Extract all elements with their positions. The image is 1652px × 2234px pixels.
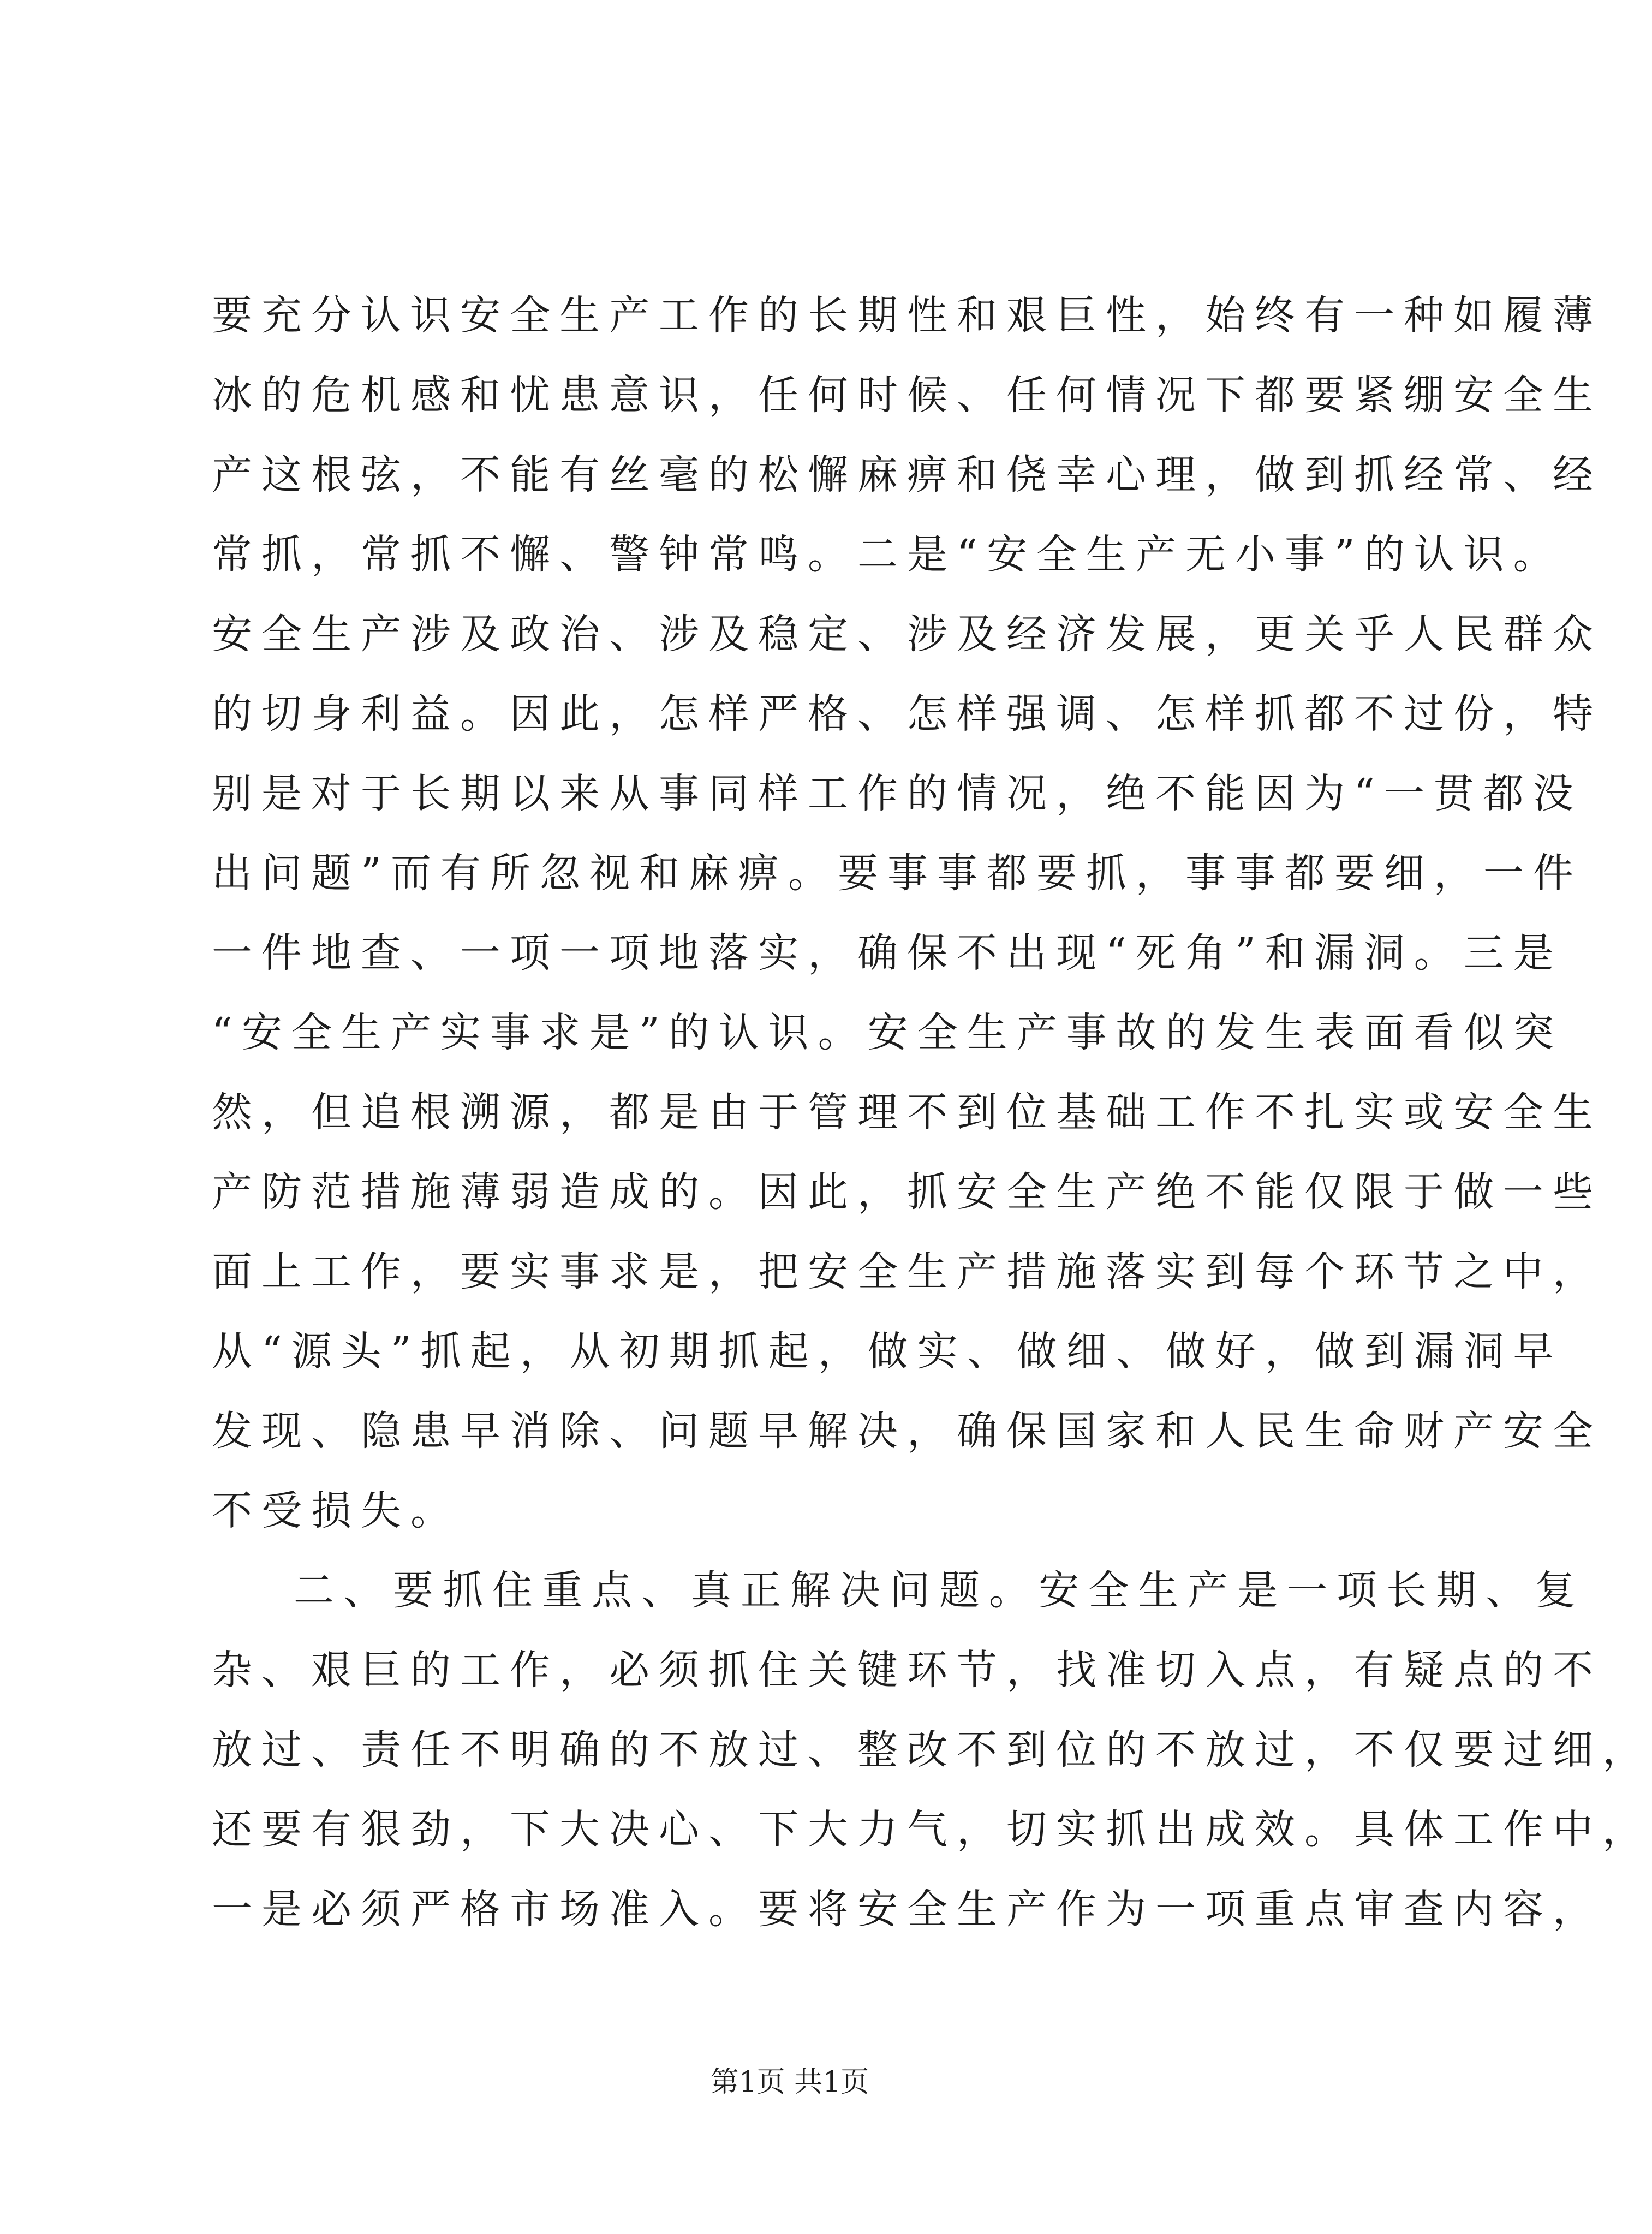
body-line-15: 发现、隐患早消除、问题早解决，确保国家和人民生命财产安全 [212,1408,1602,1455]
body-line-10: “安全生产实事求是”的认识。安全生产事故的发生表面看似突 [212,1009,1563,1056]
body-line-8: 出问题”而有所忽视和麻痹。要事事都要抓，事事都要细，一件 [212,850,1583,897]
paragraph-2-line-1: 二、要抓住重点、真正解决问题。安全生产是一项长期、复 [294,1567,1585,1614]
body-line-5: 安全生产涉及政治、涉及稳定、涉及经济发展，更关乎人民群众 [212,611,1602,658]
body-line-13: 面上工作，要实事求是，把安全生产措施落实到每个环节之中， [212,1248,1602,1295]
body-line-4: 常抓，常抓不懈、警钟常鸣。二是“安全生产无小事”的认识。 [212,531,1563,578]
body-line-12: 产防范措施薄弱造成的。因此，抓安全生产绝不能仅限于做一些 [212,1169,1602,1216]
body-line-1: 要充分认识安全生产工作的长期性和艰巨性，始终有一种如履薄 [212,292,1602,339]
body-line-21: 一是必须严格市场准入。要将安全生产作为一项重点审查内容， [212,1886,1602,1933]
body-line-11: 然，但追根溯源，都是由于管理不到位基础工作不扎实或安全生 [212,1089,1602,1136]
body-line-14: 从“源头”抓起，从初期抓起，做实、做细、做好，做到漏洞早 [212,1328,1563,1375]
body-line-6: 的切身利益。因此，怎样严格、怎样强调、怎样抓都不过份，特 [212,690,1602,737]
body-line-20: 还要有狠劲，下大决心、下大力气，切实抓出成效。具体工作中， [212,1806,1652,1853]
body-line-2: 冰的危机感和忧患意识，任何时候、任何情况下都要紧绷安全生 [212,372,1602,419]
body-line-3: 产这根弦，不能有丝毫的松懈麻痹和侥幸心理，做到抓经常、经 [212,451,1602,498]
body-line-19: 放过、责任不明确的不放过、整改不到位的不放过，不仅要过细， [212,1726,1652,1773]
body-line-18: 杂、艰巨的工作，必须抓住关键环节，找准切入点，有疑点的不 [212,1647,1602,1694]
body-line-16: 不受损失。 [212,1487,460,1534]
body-line-7: 别是对于长期以来从事同样工作的情况，绝不能因为“一贯都没 [212,770,1583,817]
page-footer: 第1页 共1页 [710,2066,869,2099]
body-line-9: 一件地查、一项一项地落实，确保不出现“死角”和漏洞。三是 [212,930,1563,976]
